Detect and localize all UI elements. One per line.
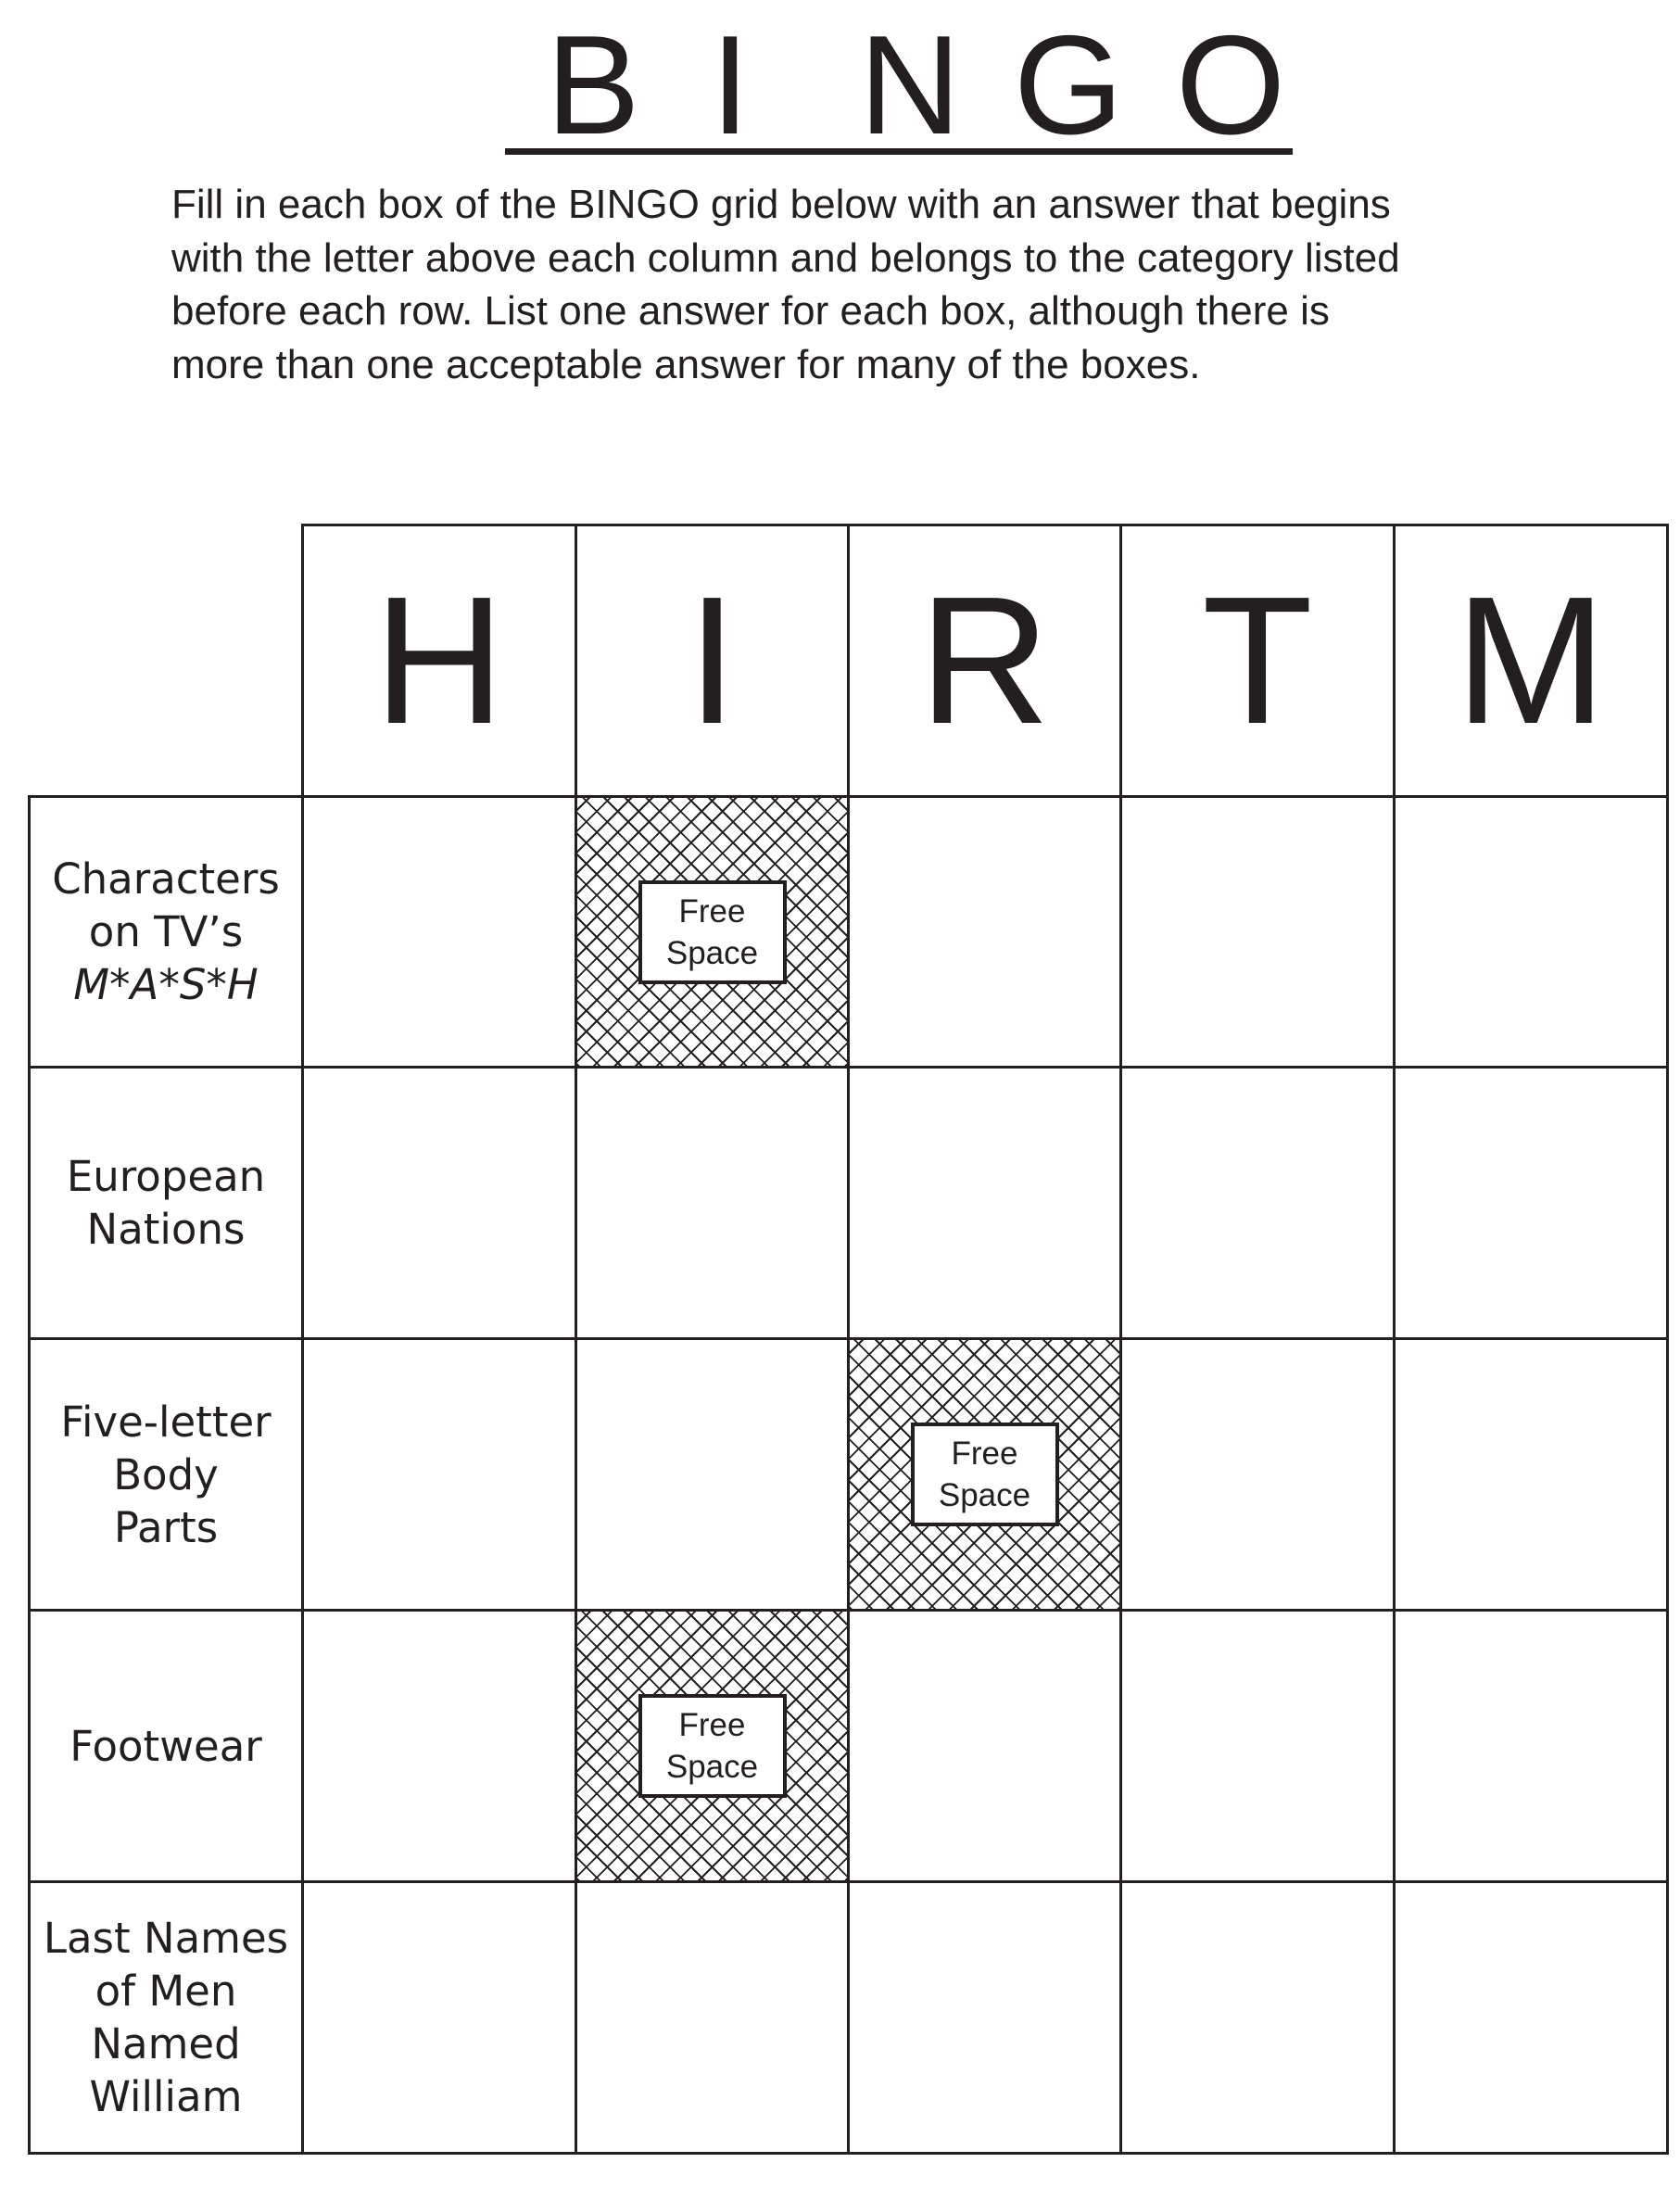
category-label <box>44 1912 288 2123</box>
answer-cell[interactable] <box>847 1880 1122 2155</box>
title-letter-b: B <box>546 6 640 164</box>
answer-cell[interactable] <box>1393 1066 1669 1340</box>
answer-cell[interactable] <box>301 1337 577 1612</box>
column-header-t: T <box>1119 524 1396 798</box>
row-category <box>28 1880 304 2155</box>
column-header-m: M <box>1393 524 1669 798</box>
category-line: Parts <box>113 1502 219 1552</box>
category-line: Named <box>91 2019 241 2068</box>
free-space-text: Space <box>938 1477 1031 1513</box>
answer-cell[interactable] <box>847 1609 1122 1883</box>
free-space-cell <box>575 1609 850 1883</box>
row-category <box>28 1337 304 1612</box>
category-line: of Men <box>95 1967 237 2016</box>
answer-cell[interactable] <box>301 1066 577 1340</box>
category-line: Body <box>113 1449 219 1499</box>
answer-cell[interactable] <box>847 795 1122 1069</box>
free-space-text: Space <box>665 1749 759 1785</box>
title-letter-g: G <box>1013 6 1124 164</box>
answer-cell[interactable] <box>301 1609 577 1883</box>
answer-cell[interactable] <box>575 1880 850 2155</box>
category-line: Nations <box>86 1205 246 1254</box>
category-line: European <box>66 1152 266 1201</box>
answer-cell[interactable] <box>1119 1337 1396 1612</box>
row-category <box>28 1609 304 1883</box>
free-space-cell <box>575 795 850 1069</box>
category-line: Five-letter <box>60 1397 272 1447</box>
free-space-label <box>638 1694 787 1798</box>
title-letter-i: I <box>710 6 751 164</box>
category-label <box>52 853 280 1011</box>
free-space-cell <box>847 1337 1122 1612</box>
category-line: Footwear <box>69 1721 262 1771</box>
column-header-h: H <box>301 524 577 798</box>
free-space-text: Free <box>678 892 746 930</box>
answer-cell[interactable] <box>575 1066 850 1340</box>
row-category <box>28 1066 304 1340</box>
answer-cell[interactable] <box>1119 1880 1396 2155</box>
category-line: on TV’s <box>88 907 244 956</box>
answer-cell[interactable] <box>1119 1066 1396 1340</box>
category-line: William <box>89 2072 243 2121</box>
category-label <box>60 1396 271 1554</box>
instructions-line: before each row. List one answer for each box, although there is <box>171 288 1330 334</box>
answer-cell[interactable] <box>301 1880 577 2155</box>
category-label <box>69 1720 262 1773</box>
instructions-line: more than one acceptable answer for many of the boxes. <box>171 341 1201 387</box>
free-space-text: Free <box>951 1435 1018 1472</box>
free-space-label <box>638 880 787 984</box>
answer-cell[interactable] <box>1393 1337 1669 1612</box>
answer-cell[interactable] <box>847 1066 1122 1340</box>
category-line: M*A*S*H <box>73 960 259 1009</box>
answer-cell[interactable] <box>575 1337 850 1612</box>
answer-cell[interactable] <box>1119 795 1396 1069</box>
column-header-r: R <box>847 524 1122 798</box>
free-space-text: Space <box>665 934 759 971</box>
title-letter-o: O <box>1175 6 1286 164</box>
title-letter-n: N <box>859 6 961 164</box>
instructions-line: Fill in each box of the BINGO grid below with an answer that begins <box>171 182 1391 227</box>
answer-cell[interactable] <box>1393 795 1669 1069</box>
row-category <box>28 795 304 1069</box>
category-label <box>67 1150 265 1256</box>
instructions-line: with the letter above each column and belongs to the category listed <box>171 234 1400 281</box>
free-space-text: Free <box>678 1707 746 1743</box>
answer-cell[interactable] <box>1393 1609 1669 1883</box>
answer-cell[interactable] <box>1393 1880 1669 2155</box>
answer-cell[interactable] <box>301 795 577 1069</box>
answer-cell[interactable] <box>1119 1609 1396 1883</box>
free-space-label <box>911 1423 1059 1526</box>
column-header-i: I <box>575 524 850 798</box>
category-line: Last Names <box>43 1914 289 1963</box>
category-line: Characters <box>52 854 280 904</box>
